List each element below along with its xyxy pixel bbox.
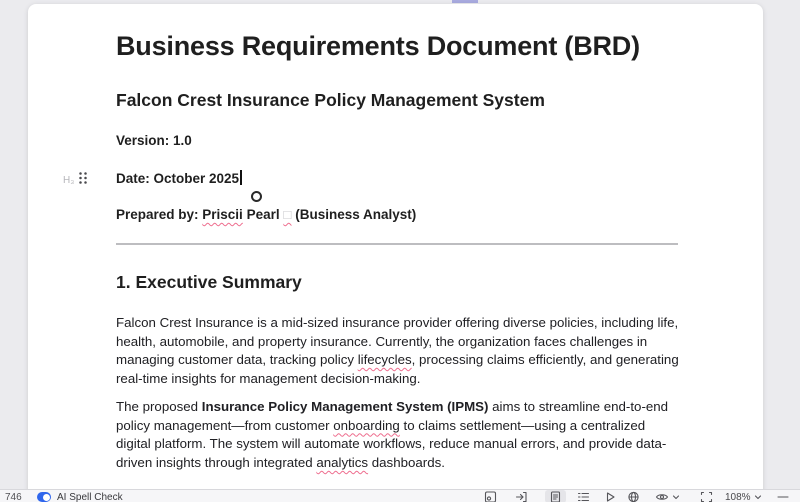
paragraph[interactable]: The proposed Insurance Policy Management System (IPMS) aims to streamline end-to-end policy management—from customer onboarding to claims settlement—using a centralized digital platform. The system will automate workflows, reduce manual errors, and provide data- driven insights through integrated analytics dashboards. [116, 399, 669, 470]
paragraph[interactable]: Falcon Crest Insurance is a mid-sized insurance provider offering diverse policies, including life, health, automobile, and property insurance. Currently, the organization faces challenges in managing customer data, tracking policy lifecycles, processing claims efficiently, and generating real-time insights for management decision-making. [116, 315, 679, 386]
status-bar [0, 489, 800, 502]
print-layout-icon[interactable] [549, 491, 562, 502]
version-line[interactable]: Version: 1.0 [116, 133, 192, 148]
zoom-out-icon[interactable] [776, 491, 789, 502]
web-layout-icon[interactable] [627, 491, 640, 502]
document-title[interactable]: Business Requirements Document (BRD) [116, 31, 640, 61]
prepared-by-line[interactable]: Prepared by: Priscii Pearl □ (Business Analyst) [116, 207, 417, 222]
read-mode-icon[interactable] [604, 491, 617, 502]
zoom-level[interactable]: 108% [725, 492, 751, 502]
top-accent-strip [452, 0, 478, 3]
ai-spell-check-icon[interactable] [37, 492, 51, 502]
chevron-down-icon[interactable] [672, 493, 685, 502]
document-subtitle[interactable]: Falcon Crest Insurance Policy Management System [116, 90, 545, 110]
section-heading[interactable]: 1. Executive Summary [116, 272, 302, 292]
text-cursor [240, 170, 242, 185]
zoom-chevron-icon[interactable] [754, 493, 767, 502]
jump-to-page-icon[interactable] [515, 491, 528, 502]
date-line[interactable]: Date: October 2025 [116, 170, 242, 186]
ai-spell-check-label[interactable]: AI Spell Check [57, 492, 123, 502]
horizontal-rule [116, 243, 678, 245]
word-count[interactable]: 746 [5, 492, 22, 502]
document-page[interactable] [28, 4, 763, 502]
drag-handle-icon[interactable] [78, 171, 88, 190]
block-margin-controls [63, 171, 88, 190]
eye-icon[interactable] [655, 491, 668, 502]
text-cursor-handle[interactable] [251, 191, 262, 202]
fit-page-icon[interactable] [700, 491, 713, 502]
outline-view-icon[interactable] [577, 491, 590, 502]
heading-level-tag: H₃ [63, 175, 75, 186]
task-window-icon[interactable] [484, 491, 497, 502]
